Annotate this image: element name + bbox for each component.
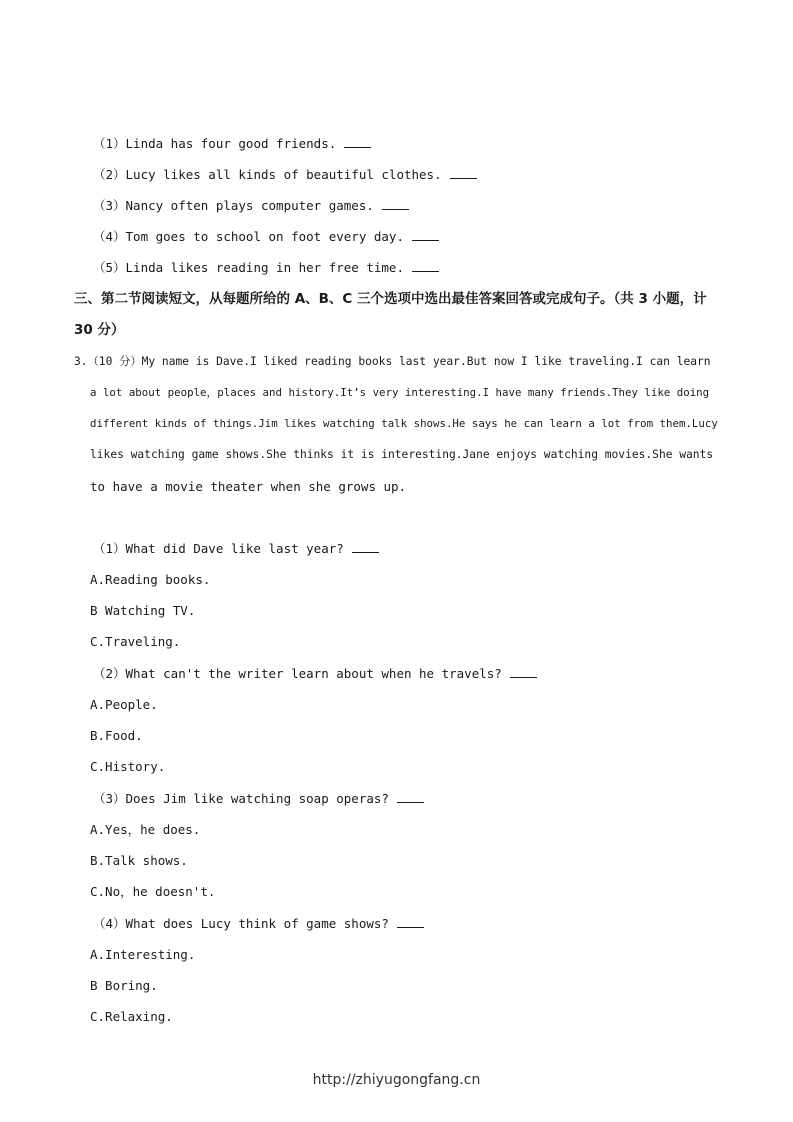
answer-blank[interactable]	[352, 541, 379, 553]
passage-line-5	[90, 479, 738, 495]
option[interactable]: C.Traveling.	[90, 634, 181, 649]
question-4-stem	[93, 916, 424, 932]
answer-blank[interactable]	[412, 229, 439, 241]
passage-text: different kinds of things.Jim likes watching talk shows.He says he can learn a lot from them.Lucy	[90, 417, 718, 430]
passage-line-3	[90, 416, 722, 432]
tf-item-text: （2）Lucy likes all kinds of beautiful clothes.	[93, 167, 442, 182]
question-1-stem	[93, 541, 379, 557]
passage-text: 3.（10 分）My name is Dave.I liked reading books last year.But now I like traveling.I can learn	[74, 355, 711, 368]
answer-blank[interactable]	[344, 136, 371, 148]
tf-item-text: （1）Linda has four good friends.	[93, 136, 337, 151]
option[interactable]: C.Relaxing.	[90, 1009, 173, 1024]
tf-item-text: （4）Tom goes to school on foot every day.	[93, 229, 404, 244]
option[interactable]: A.People.	[90, 697, 158, 712]
answer-blank[interactable]	[412, 260, 439, 272]
option[interactable]: C.No，he doesn't.	[90, 884, 216, 899]
answer-blank[interactable]	[397, 916, 424, 928]
question-3-stem	[93, 791, 424, 807]
option[interactable]: A.Yes，he does.	[90, 822, 201, 837]
option[interactable]: A.Interesting.	[90, 947, 196, 962]
passage-line-4	[90, 447, 722, 463]
passage-text: likes watching game shows.She thinks it is interesting.Jane enjoys watching movies.She wants	[90, 448, 714, 461]
option[interactable]: B Watching TV.	[90, 603, 196, 618]
option[interactable]: B.Talk shows.	[90, 853, 188, 868]
section-title: 三、第二节阅读短文，从每题所给的 A、B、C 三个选项中选出最佳答案回答或完成句子。（共 3 小题，计	[74, 291, 707, 307]
question-text: （2）What can't the writer learn about when he travels?	[93, 666, 502, 681]
answer-blank[interactable]	[510, 666, 537, 678]
question-text: （3）Does Jim like watching soap operas?	[93, 791, 389, 806]
option[interactable]: C.History.	[90, 759, 166, 774]
tf-item-4	[93, 229, 439, 245]
answer-blank[interactable]	[397, 791, 424, 803]
answer-blank[interactable]	[382, 198, 409, 210]
question-2-stem	[93, 666, 537, 682]
footer-url[interactable]: http://zhiyugongfang.cn	[312, 1072, 481, 1088]
question-text: （4）What does Lucy think of game shows?	[93, 916, 389, 931]
passage-text: a lot about people，places and history.It’s very interesting.I have many friends.They like doing	[90, 386, 710, 399]
tf-item-text: （5）Linda likes reading in her free time.	[93, 260, 404, 275]
question-text: （1）What did Dave like last year?	[93, 541, 344, 556]
passage-line-2	[90, 385, 722, 401]
passage-text: to have a movie theater when she grows up.	[90, 479, 407, 494]
answer-blank[interactable]	[450, 167, 477, 179]
option[interactable]: A.Reading books.	[90, 572, 211, 587]
tf-item-5	[93, 260, 439, 276]
tf-item-text: （3）Nancy often plays computer games.	[93, 198, 374, 213]
tf-item-2	[93, 167, 477, 183]
tf-item-1	[93, 136, 371, 152]
section-title-continued: 30 分）	[74, 322, 125, 338]
tf-item-3	[93, 198, 409, 214]
passage-line-1	[74, 354, 722, 370]
option[interactable]: B Boring.	[90, 978, 158, 993]
option[interactable]: B.Food.	[90, 728, 143, 743]
